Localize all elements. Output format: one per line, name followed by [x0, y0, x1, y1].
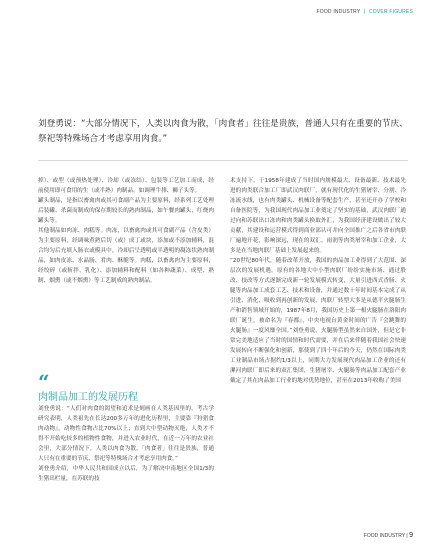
- footer-label: FOOD INDUSTRY: [363, 533, 405, 539]
- footer-separator: |: [406, 533, 408, 539]
- quote-mark-icon: “: [38, 370, 50, 394]
- right-column: [230, 176, 406, 386]
- left-column: [38, 176, 214, 286]
- paragraph: 刘登勇介绍，中华人民共和国成立以后，为了解决中南地区全国1/3的生猪出栏量，在苏联的技: [38, 466, 214, 482]
- paragraph: 掉）、或型（或预热处理）、冷却（或冻结）、包装等工艺加工而成，经前使用即可食用的生（或半熟）肉制品，如调理牛排、狮子头等。: [38, 178, 214, 194]
- paragraph: 其他制品如肉冻、肉糕等。肉冻，以畜禽肉或其可食副产品（含皮类）为主要原料，经调味煮熟后切（或）成丁或块，添加或不添加辅料，混合均匀后充填入肠衣或模具中，冷却后呈透明或半透明的凝冻状熟肉制品，如肉皮冻、水晶肠、肴肉、酥脆等。肉糕，以畜禽肉为主要原料，经绞碎（或斩拌、乳化）、添加辅料和配料（如各种蔬菜）、成型、熟制、烟熏（或不烟熏）等工艺制成的熟肉制品。: [38, 228, 214, 284]
- section-subhead: 肉制品加工的发展历程: [38, 392, 138, 403]
- paragraph: 罐头制品，是指以畜禽肉或其可食副产品为主要原料，经系列工艺处理后装罐、杀菌而制成的保存期较长的熟肉制品，如午餐肉罐头、红烧肉罐头等。: [38, 198, 214, 224]
- paragraph: 术支持下，于1958年建成了当时国内规模最大、设备最新、技术最先进的肉类联合加工厂即武汉肉联厂，就有现代化的生猪屠宰、分割、冷冻流水线，也有肉类罐头、机械设备等配套生产，甚至还开办了学校和自备医院等，为我国现代肉品加工业奠定了坚实的基础，武汉肉联厂通过向和苏联出口冻肉和肉类罐头换取外汇，为我国经济建设做出了较大贡献，其建设和运营模式得到商业部认可并向全国推广之后各省市肉联厂遍地开花，影响深远，现在的双汇、雨润等肉类屠宰和加工企业，大多是在当地肉联厂基础上发展起来的。: [230, 178, 406, 254]
- section-name: COVER FIGURES: [369, 9, 413, 15]
- running-header: [317, 9, 414, 15]
- header-separator: |: [363, 9, 366, 15]
- paragraph: 刘登勇说：“人们对肉食的渴望和追求是刻画在人类基因里的，考古学研究表明，人类祖先在长达200多万年的进化历程里，主要靠『狩猎食肉动物』，动物性食物占比70%以上；直到大中型动物灭绝，人类才不得不开始吃较多的植物性食物，并进入农业时代，在近一万年的农业社会里，大部分情况下，人类以肉食为散，「肉食者」往往是贵族，普通人只有在重要的节庆、祭祀等特殊场合才考虑享用肉食。”: [38, 406, 214, 462]
- divider: [38, 160, 408, 161]
- magazine-name: FOOD INDUSTRY: [316, 9, 361, 15]
- page-number: 9: [409, 532, 413, 539]
- pull-quote: 刘登勇说：“大部分情况下，人类以肉食为散，「肉食者」往往是贵族，普通人只有在重要的节庆、祭祀等特殊场合才考虑享用肉食。”: [38, 119, 408, 144]
- top-image-area: [0, 18, 427, 106]
- paragraph: “20世纪80年代，随着改革开放，我国的肉品加工业得到了大范围、深层次的发展机遇。原有的各地大中小型肉联厂纷纷实施市场、通过股改、技改等方式逐渐完成新一轮发展模式转变，大量引进西式香肠、火腿等肉品加工成套工艺、技术和设备，并通过数十年时间基本完成了从引进、消化、吸收到再创新的发展，肉联厂转型大多是从德平火腿肠生产和销售领域开始的，1987年8月，我国历史上第一根火腿肠在洛阳肉联厂诞生，被命名为『春都』，中央电视台黄金时间的广告『会跳舞的火腿肠』一度风靡全国。”刘登勇说，火腿肠型虽然来自国外，但是它非常完美地适应了当时的国情和时代需要，并在后来伴随着我国社会快速发展转向不断强化和创新，那使到了四十年后的今天，仍然在国际肉类工业制品市场占据约1/3以上，同期大力发展现代肉品加工企业的还有漯河肉联厂即后来的双汇集团，生猪屠宰、火腿肠等肉品加工配套产业戴定了其在肉品加工行业的地对优势地位，甚至在2013年收购了美国: [230, 258, 406, 384]
- running-footer: [364, 532, 413, 539]
- left-column-lower: [38, 404, 214, 484]
